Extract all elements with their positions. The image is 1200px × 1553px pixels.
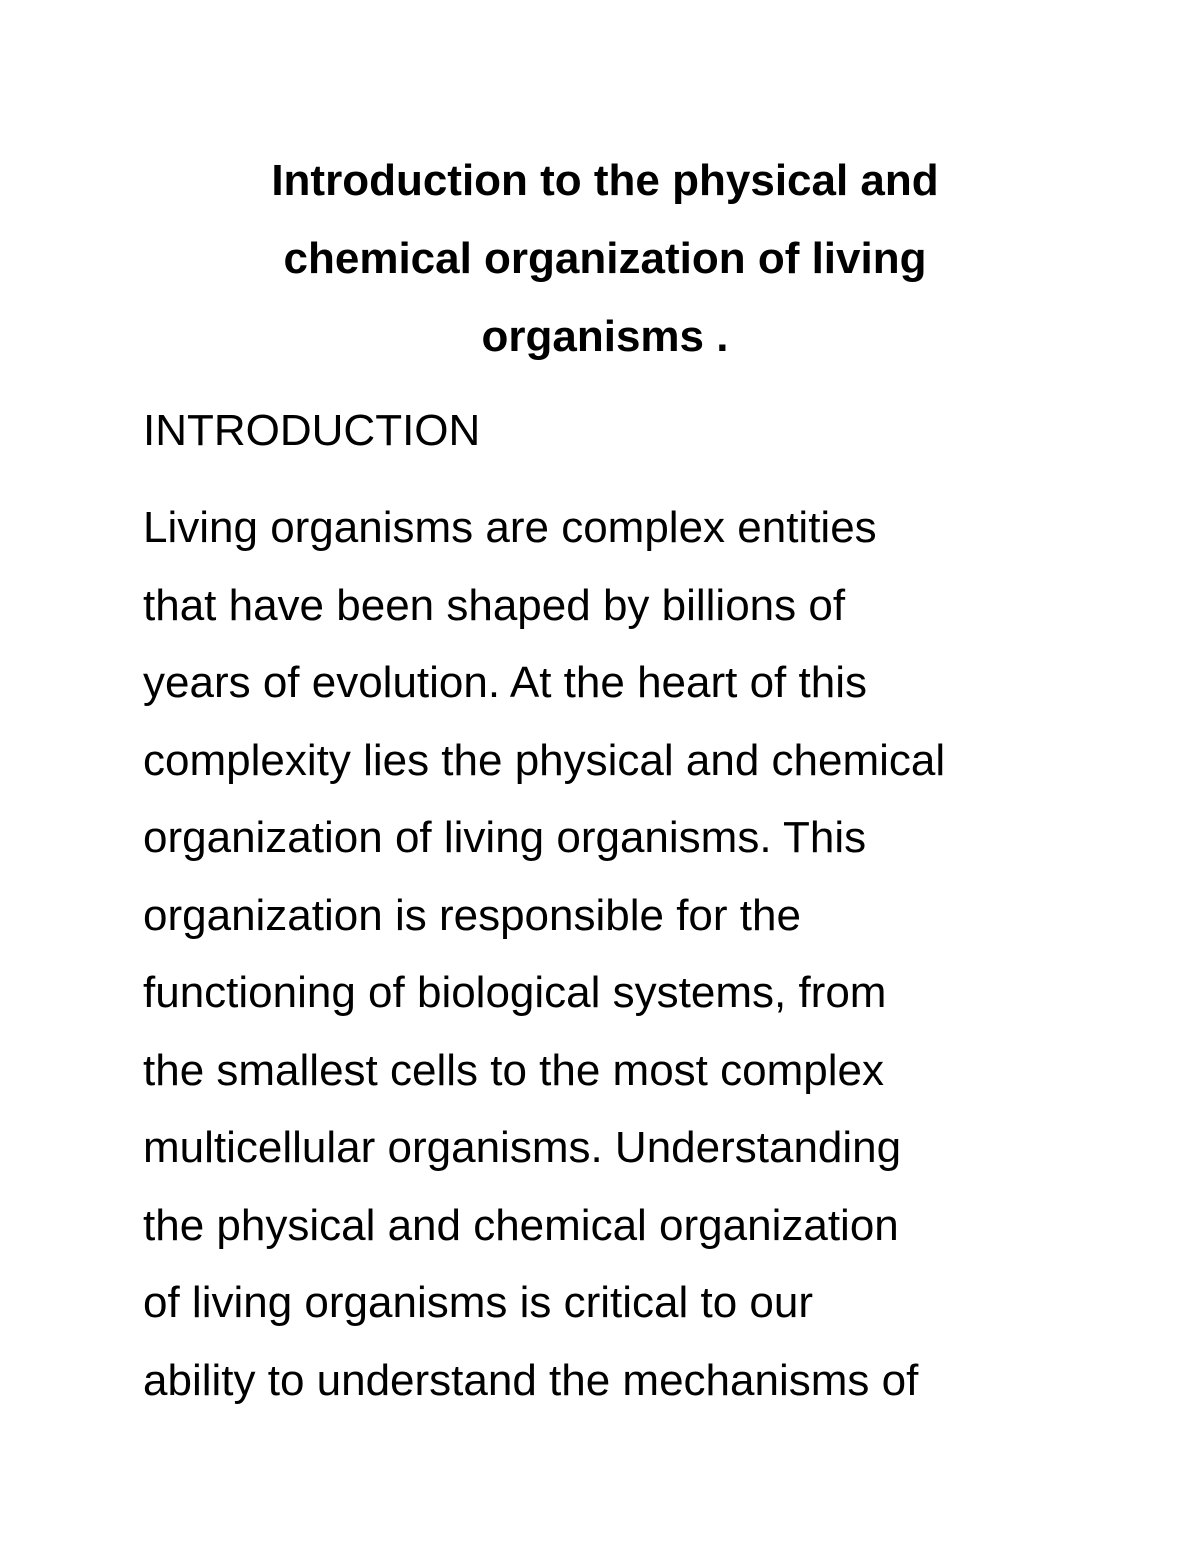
paragraph-line: complexity lies the physical and chemical: [143, 735, 946, 785]
paragraph-line: the physical and chemical organization: [143, 1200, 899, 1250]
document-title: [140, 142, 1070, 376]
paragraph-line: functioning of biological systems, from: [143, 968, 887, 1017]
introduction-paragraph: [143, 489, 1143, 1419]
paragraph-line: organization of living organisms. This: [143, 813, 867, 862]
title-line-2: chemical organization of living: [283, 234, 927, 283]
paragraph-line: of living organisms is critical to our: [143, 1278, 814, 1327]
paragraph-line: ability to understand the mechanisms of: [143, 1355, 919, 1405]
title-line-3: organisms .: [481, 312, 729, 361]
paragraph-line: years of evolution. At the heart of this: [143, 658, 867, 707]
paragraph-line: Living organisms are complex entities: [143, 503, 877, 552]
paragraph-line: organization is responsible for the: [143, 890, 801, 940]
paragraph-line: that have been shaped by billions of: [143, 580, 846, 630]
section-heading-introduction: INTRODUCTION: [143, 406, 481, 455]
paragraph-line: the smallest cells to the most complex: [143, 1045, 884, 1095]
title-line-1: Introduction to the physical and: [271, 156, 939, 205]
paragraph-line: multicellular organisms. Understanding: [143, 1123, 902, 1172]
